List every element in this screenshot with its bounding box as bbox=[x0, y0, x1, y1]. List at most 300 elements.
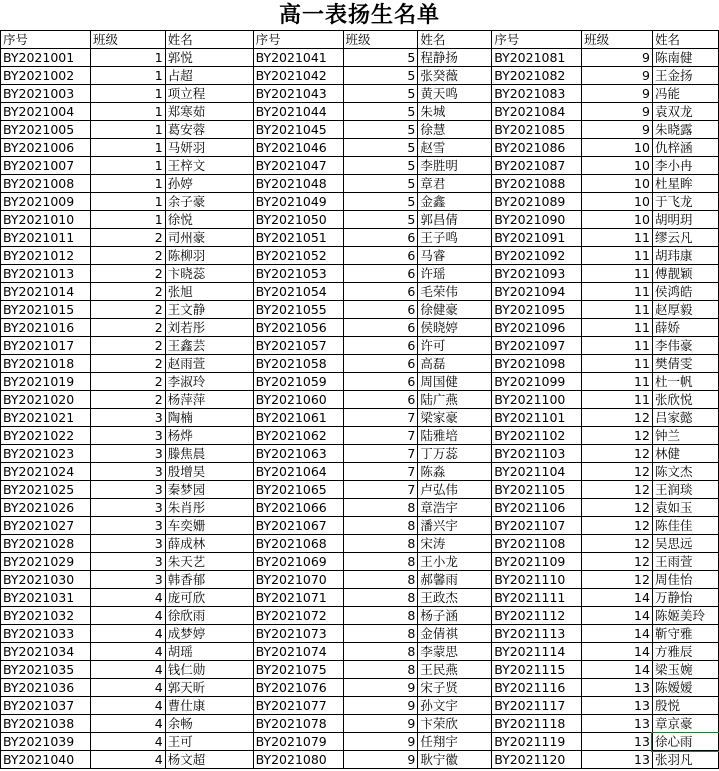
seq-cell[interactable]: BY2021063 bbox=[253, 445, 343, 463]
class-cell[interactable]: 3 bbox=[90, 427, 165, 445]
class-cell[interactable]: 12 bbox=[582, 517, 653, 535]
seq-cell[interactable]: BY2021041 bbox=[253, 49, 343, 67]
seq-cell[interactable]: BY2021034 bbox=[1, 643, 91, 661]
class-cell[interactable]: 4 bbox=[90, 625, 165, 643]
name-cell[interactable]: 王子鸣 bbox=[418, 229, 492, 247]
seq-cell[interactable]: BY2021011 bbox=[1, 229, 91, 247]
seq-cell[interactable]: BY2021020 bbox=[1, 391, 91, 409]
seq-cell[interactable]: BY2021079 bbox=[253, 733, 343, 751]
name-cell[interactable]: 陈柳羽 bbox=[165, 247, 253, 265]
class-cell[interactable]: 9 bbox=[343, 697, 418, 715]
seq-cell[interactable]: BY2021021 bbox=[1, 409, 91, 427]
name-cell[interactable]: 郭昌倩 bbox=[418, 211, 492, 229]
seq-cell[interactable]: BY2021062 bbox=[253, 427, 343, 445]
name-cell[interactable]: 陆雅培 bbox=[418, 427, 492, 445]
class-cell[interactable]: 1 bbox=[90, 139, 165, 157]
name-cell[interactable]: 徐欣雨 bbox=[165, 607, 253, 625]
class-cell[interactable]: 8 bbox=[343, 535, 418, 553]
class-cell[interactable]: 12 bbox=[582, 535, 653, 553]
seq-cell[interactable]: BY2021028 bbox=[1, 535, 91, 553]
seq-cell[interactable]: BY2021035 bbox=[1, 661, 91, 679]
name-cell[interactable]: 陈淼 bbox=[418, 463, 492, 481]
seq-cell[interactable]: BY2021001 bbox=[1, 49, 91, 67]
name-cell[interactable]: 杨烨 bbox=[165, 427, 253, 445]
class-cell[interactable]: 13 bbox=[582, 751, 653, 769]
name-cell[interactable]: 陈文杰 bbox=[652, 463, 718, 481]
seq-cell[interactable]: BY2021099 bbox=[492, 373, 582, 391]
name-cell[interactable]: 王文静 bbox=[165, 301, 253, 319]
class-cell[interactable]: 11 bbox=[582, 319, 653, 337]
class-cell[interactable]: 2 bbox=[90, 337, 165, 355]
seq-cell[interactable]: BY2021016 bbox=[1, 319, 91, 337]
seq-cell[interactable]: BY2021023 bbox=[1, 445, 91, 463]
class-cell[interactable]: 4 bbox=[90, 661, 165, 679]
name-cell[interactable]: 徐悦 bbox=[165, 211, 253, 229]
seq-cell[interactable]: BY2021018 bbox=[1, 355, 91, 373]
seq-cell[interactable]: BY2021056 bbox=[253, 319, 343, 337]
name-cell[interactable]: 靳守雅 bbox=[652, 625, 718, 643]
name-cell[interactable]: 孙文宇 bbox=[418, 697, 492, 715]
seq-cell[interactable]: BY2021058 bbox=[253, 355, 343, 373]
seq-cell[interactable]: BY2021080 bbox=[253, 751, 343, 769]
class-cell[interactable]: 3 bbox=[90, 517, 165, 535]
seq-cell[interactable]: BY2021087 bbox=[492, 157, 582, 175]
class-cell[interactable]: 7 bbox=[343, 481, 418, 499]
seq-cell[interactable]: BY2021105 bbox=[492, 481, 582, 499]
class-cell[interactable]: 11 bbox=[582, 229, 653, 247]
name-cell[interactable]: 陆广燕 bbox=[418, 391, 492, 409]
name-cell[interactable]: 张羽凡 bbox=[652, 751, 718, 769]
name-cell[interactable]: 袁双龙 bbox=[652, 103, 718, 121]
name-cell[interactable]: 赵雨萱 bbox=[165, 355, 253, 373]
class-cell[interactable]: 9 bbox=[343, 733, 418, 751]
seq-cell[interactable]: BY2021118 bbox=[492, 715, 582, 733]
name-cell[interactable]: 任翔宇 bbox=[418, 733, 492, 751]
name-cell[interactable]: 胡明玥 bbox=[652, 211, 718, 229]
name-cell[interactable]: 朱天艺 bbox=[165, 553, 253, 571]
name-cell[interactable]: 王鑫芸 bbox=[165, 337, 253, 355]
class-cell[interactable]: 3 bbox=[90, 571, 165, 589]
class-cell[interactable]: 3 bbox=[90, 463, 165, 481]
seq-cell[interactable]: BY2021033 bbox=[1, 625, 91, 643]
class-cell[interactable]: 14 bbox=[582, 589, 653, 607]
name-cell[interactable]: 王民燕 bbox=[418, 661, 492, 679]
class-cell[interactable]: 4 bbox=[90, 589, 165, 607]
name-cell[interactable]: 曹仕康 bbox=[165, 697, 253, 715]
name-cell[interactable]: 韩香郁 bbox=[165, 571, 253, 589]
class-cell[interactable]: 11 bbox=[582, 373, 653, 391]
class-cell[interactable]: 10 bbox=[582, 175, 653, 193]
class-cell[interactable]: 2 bbox=[90, 283, 165, 301]
class-cell[interactable]: 3 bbox=[90, 445, 165, 463]
class-cell[interactable]: 8 bbox=[343, 553, 418, 571]
class-cell[interactable]: 6 bbox=[343, 391, 418, 409]
class-cell[interactable]: 14 bbox=[582, 643, 653, 661]
class-cell[interactable]: 14 bbox=[582, 607, 653, 625]
name-cell[interactable]: 薛成林 bbox=[165, 535, 253, 553]
seq-cell[interactable]: BY2021002 bbox=[1, 67, 91, 85]
name-cell[interactable]: 袁如玉 bbox=[652, 499, 718, 517]
seq-cell[interactable]: BY2021119 bbox=[492, 733, 582, 751]
name-cell[interactable]: 李淑玲 bbox=[165, 373, 253, 391]
name-cell[interactable]: 章浩宇 bbox=[418, 499, 492, 517]
name-cell[interactable]: 马妍羽 bbox=[165, 139, 253, 157]
class-cell[interactable]: 6 bbox=[343, 283, 418, 301]
class-cell[interactable]: 11 bbox=[582, 355, 653, 373]
column-header[interactable]: 姓名 bbox=[652, 31, 718, 49]
class-cell[interactable]: 11 bbox=[582, 391, 653, 409]
seq-cell[interactable]: BY2021006 bbox=[1, 139, 91, 157]
name-cell[interactable]: 李胜明 bbox=[418, 157, 492, 175]
seq-cell[interactable]: BY2021104 bbox=[492, 463, 582, 481]
name-cell[interactable]: 卞荣欣 bbox=[418, 715, 492, 733]
name-cell[interactable]: 葛安蓉 bbox=[165, 121, 253, 139]
name-cell[interactable]: 冯能 bbox=[652, 85, 718, 103]
column-header[interactable]: 姓名 bbox=[418, 31, 492, 49]
class-cell[interactable]: 2 bbox=[90, 355, 165, 373]
name-cell[interactable]: 卞晓蕊 bbox=[165, 265, 253, 283]
class-cell[interactable]: 12 bbox=[582, 553, 653, 571]
name-cell[interactable]: 王梓文 bbox=[165, 157, 253, 175]
name-cell[interactable]: 梁家豪 bbox=[418, 409, 492, 427]
class-cell[interactable]: 5 bbox=[343, 67, 418, 85]
name-cell[interactable]: 丁万蕊 bbox=[418, 445, 492, 463]
seq-cell[interactable]: BY2021088 bbox=[492, 175, 582, 193]
class-cell[interactable]: 4 bbox=[90, 679, 165, 697]
seq-cell[interactable]: BY2021045 bbox=[253, 121, 343, 139]
seq-cell[interactable]: BY2021089 bbox=[492, 193, 582, 211]
name-cell[interactable]: 王雨萱 bbox=[652, 553, 718, 571]
name-cell[interactable]: 朱肖彤 bbox=[165, 499, 253, 517]
seq-cell[interactable]: BY2021004 bbox=[1, 103, 91, 121]
seq-cell[interactable]: BY2021092 bbox=[492, 247, 582, 265]
class-cell[interactable]: 2 bbox=[90, 265, 165, 283]
seq-cell[interactable]: BY2021044 bbox=[253, 103, 343, 121]
class-cell[interactable]: 5 bbox=[343, 211, 418, 229]
name-cell[interactable]: 周佳怡 bbox=[652, 571, 718, 589]
name-cell[interactable]: 郑寒茹 bbox=[165, 103, 253, 121]
class-cell[interactable]: 8 bbox=[343, 589, 418, 607]
name-cell[interactable]: 侯晓婷 bbox=[418, 319, 492, 337]
class-cell[interactable]: 6 bbox=[343, 247, 418, 265]
seq-cell[interactable]: BY2021038 bbox=[1, 715, 91, 733]
class-cell[interactable]: 2 bbox=[90, 319, 165, 337]
name-cell[interactable]: 王可 bbox=[165, 733, 253, 751]
name-cell[interactable]: 程静扬 bbox=[418, 49, 492, 67]
class-cell[interactable]: 13 bbox=[582, 715, 653, 733]
class-cell[interactable]: 6 bbox=[343, 319, 418, 337]
class-cell[interactable]: 11 bbox=[582, 265, 653, 283]
name-cell[interactable]: 万静怡 bbox=[652, 589, 718, 607]
seq-cell[interactable]: BY2021070 bbox=[253, 571, 343, 589]
seq-cell[interactable]: BY2021084 bbox=[492, 103, 582, 121]
class-cell[interactable]: 12 bbox=[582, 499, 653, 517]
name-cell[interactable]: 王金扬 bbox=[652, 67, 718, 85]
class-cell[interactable]: 13 bbox=[582, 679, 653, 697]
seq-cell[interactable]: BY2021022 bbox=[1, 427, 91, 445]
class-cell[interactable]: 1 bbox=[90, 175, 165, 193]
seq-cell[interactable]: BY2021017 bbox=[1, 337, 91, 355]
name-cell[interactable]: 李小冉 bbox=[652, 157, 718, 175]
class-cell[interactable]: 9 bbox=[582, 85, 653, 103]
class-cell[interactable]: 6 bbox=[343, 373, 418, 391]
class-cell[interactable]: 9 bbox=[582, 121, 653, 139]
seq-cell[interactable]: BY2021010 bbox=[1, 211, 91, 229]
name-cell[interactable]: 许可 bbox=[418, 337, 492, 355]
seq-cell[interactable]: BY2021078 bbox=[253, 715, 343, 733]
class-cell[interactable]: 7 bbox=[343, 463, 418, 481]
name-cell[interactable]: 李蒙思 bbox=[418, 643, 492, 661]
name-cell[interactable]: 樊倩雯 bbox=[652, 355, 718, 373]
name-cell[interactable]: 方雅辰 bbox=[652, 643, 718, 661]
seq-cell[interactable]: BY2021094 bbox=[492, 283, 582, 301]
class-cell[interactable]: 3 bbox=[90, 409, 165, 427]
name-cell[interactable]: 王小龙 bbox=[418, 553, 492, 571]
seq-cell[interactable]: BY2021047 bbox=[253, 157, 343, 175]
class-cell[interactable]: 1 bbox=[90, 211, 165, 229]
name-cell[interactable]: 徐健豪 bbox=[418, 301, 492, 319]
class-cell[interactable]: 2 bbox=[90, 301, 165, 319]
name-cell[interactable]: 胡瑶 bbox=[165, 643, 253, 661]
name-cell[interactable]: 胡玮康 bbox=[652, 247, 718, 265]
seq-cell[interactable]: BY2021086 bbox=[492, 139, 582, 157]
class-cell[interactable]: 5 bbox=[343, 49, 418, 67]
class-cell[interactable]: 12 bbox=[582, 409, 653, 427]
class-cell[interactable]: 3 bbox=[90, 499, 165, 517]
name-cell[interactable]: 王政杰 bbox=[418, 589, 492, 607]
name-cell[interactable]: 杜一帆 bbox=[652, 373, 718, 391]
class-cell[interactable]: 1 bbox=[90, 49, 165, 67]
seq-cell[interactable]: BY2021108 bbox=[492, 535, 582, 553]
name-cell[interactable]: 周国健 bbox=[418, 373, 492, 391]
seq-cell[interactable]: BY2021054 bbox=[253, 283, 343, 301]
seq-cell[interactable]: BY2021072 bbox=[253, 607, 343, 625]
name-cell[interactable]: 张癸薇 bbox=[418, 67, 492, 85]
seq-cell[interactable]: BY2021048 bbox=[253, 175, 343, 193]
name-cell[interactable]: 赵厚毅 bbox=[652, 301, 718, 319]
seq-cell[interactable]: BY2021090 bbox=[492, 211, 582, 229]
class-cell[interactable]: 4 bbox=[90, 733, 165, 751]
class-cell[interactable]: 1 bbox=[90, 121, 165, 139]
seq-cell[interactable]: BY2021007 bbox=[1, 157, 91, 175]
seq-cell[interactable]: BY2021043 bbox=[253, 85, 343, 103]
seq-cell[interactable]: BY2021098 bbox=[492, 355, 582, 373]
column-header[interactable]: 姓名 bbox=[165, 31, 253, 49]
class-cell[interactable]: 12 bbox=[582, 463, 653, 481]
class-cell[interactable]: 5 bbox=[343, 193, 418, 211]
name-cell[interactable]: 庞可欣 bbox=[165, 589, 253, 607]
seq-cell[interactable]: BY2021097 bbox=[492, 337, 582, 355]
column-header[interactable]: 班级 bbox=[90, 31, 165, 49]
name-cell[interactable]: 陈姬美玲 bbox=[652, 607, 718, 625]
column-header[interactable]: 班级 bbox=[582, 31, 653, 49]
name-cell[interactable]: 仇梓涵 bbox=[652, 139, 718, 157]
name-cell[interactable]: 杨文超 bbox=[165, 751, 253, 769]
name-cell[interactable]: 马睿 bbox=[418, 247, 492, 265]
class-cell[interactable]: 10 bbox=[582, 211, 653, 229]
seq-cell[interactable]: BY2021008 bbox=[1, 175, 91, 193]
name-cell[interactable]: 车奕姗 bbox=[165, 517, 253, 535]
seq-cell[interactable]: BY2021031 bbox=[1, 589, 91, 607]
class-cell[interactable]: 8 bbox=[343, 571, 418, 589]
name-cell[interactable]: 黄天鸣 bbox=[418, 85, 492, 103]
class-cell[interactable]: 1 bbox=[90, 157, 165, 175]
name-cell[interactable]: 金鑫 bbox=[418, 193, 492, 211]
seq-cell[interactable]: BY2021074 bbox=[253, 643, 343, 661]
seq-cell[interactable]: BY2021049 bbox=[253, 193, 343, 211]
seq-cell[interactable]: BY2021071 bbox=[253, 589, 343, 607]
name-cell[interactable]: 陈佳佳 bbox=[652, 517, 718, 535]
name-cell[interactable]: 薛娇 bbox=[652, 319, 718, 337]
name-cell[interactable]: 宋涛 bbox=[418, 535, 492, 553]
name-cell[interactable]: 刘若彤 bbox=[165, 319, 253, 337]
class-cell[interactable]: 10 bbox=[582, 139, 653, 157]
name-cell[interactable]: 吴思远 bbox=[652, 535, 718, 553]
seq-cell[interactable]: BY2021100 bbox=[492, 391, 582, 409]
class-cell[interactable]: 14 bbox=[582, 661, 653, 679]
class-cell[interactable]: 7 bbox=[343, 445, 418, 463]
seq-cell[interactable]: BY2021059 bbox=[253, 373, 343, 391]
class-cell[interactable]: 5 bbox=[343, 157, 418, 175]
name-cell[interactable]: 郭天昕 bbox=[165, 679, 253, 697]
seq-cell[interactable]: BY2021116 bbox=[492, 679, 582, 697]
seq-cell[interactable]: BY2021117 bbox=[492, 697, 582, 715]
name-cell[interactable]: 傅靓颖 bbox=[652, 265, 718, 283]
seq-cell[interactable]: BY2021053 bbox=[253, 265, 343, 283]
name-cell[interactable]: 潘兴宇 bbox=[418, 517, 492, 535]
class-cell[interactable]: 7 bbox=[343, 409, 418, 427]
class-cell[interactable]: 5 bbox=[343, 121, 418, 139]
name-cell[interactable]: 钱仁勋 bbox=[165, 661, 253, 679]
class-cell[interactable]: 12 bbox=[582, 571, 653, 589]
name-cell[interactable]: 侯鸿皓 bbox=[652, 283, 718, 301]
seq-cell[interactable]: BY2021111 bbox=[492, 589, 582, 607]
seq-cell[interactable]: BY2021064 bbox=[253, 463, 343, 481]
seq-cell[interactable]: BY2021013 bbox=[1, 265, 91, 283]
name-cell[interactable]: 许瑶 bbox=[418, 265, 492, 283]
class-cell[interactable]: 10 bbox=[582, 193, 653, 211]
name-cell[interactable]: 殷悦 bbox=[652, 697, 718, 715]
name-cell[interactable]: 孙婷 bbox=[165, 175, 253, 193]
class-cell[interactable]: 4 bbox=[90, 607, 165, 625]
seq-cell[interactable]: BY2021060 bbox=[253, 391, 343, 409]
name-cell[interactable]: 章君 bbox=[418, 175, 492, 193]
class-cell[interactable]: 5 bbox=[343, 103, 418, 121]
seq-cell[interactable]: BY2021073 bbox=[253, 625, 343, 643]
class-cell[interactable]: 6 bbox=[343, 355, 418, 373]
seq-cell[interactable]: BY2021036 bbox=[1, 679, 91, 697]
class-cell[interactable]: 1 bbox=[90, 67, 165, 85]
name-cell[interactable]: 郝馨雨 bbox=[418, 571, 492, 589]
class-cell[interactable]: 12 bbox=[582, 481, 653, 499]
seq-cell[interactable]: BY2021106 bbox=[492, 499, 582, 517]
class-cell[interactable]: 8 bbox=[343, 499, 418, 517]
seq-cell[interactable]: BY2021093 bbox=[492, 265, 582, 283]
name-cell[interactable]: 滕焦晨 bbox=[165, 445, 253, 463]
class-cell[interactable]: 13 bbox=[582, 697, 653, 715]
seq-cell[interactable]: BY2021025 bbox=[1, 481, 91, 499]
seq-cell[interactable]: BY2021075 bbox=[253, 661, 343, 679]
seq-cell[interactable]: BY2021083 bbox=[492, 85, 582, 103]
name-cell[interactable]: 钟兰 bbox=[652, 427, 718, 445]
class-cell[interactable]: 13 bbox=[582, 733, 653, 751]
class-cell[interactable]: 4 bbox=[90, 643, 165, 661]
class-cell[interactable]: 12 bbox=[582, 427, 653, 445]
class-cell[interactable]: 9 bbox=[343, 679, 418, 697]
class-cell[interactable]: 2 bbox=[90, 247, 165, 265]
seq-cell[interactable]: BY2021114 bbox=[492, 643, 582, 661]
class-cell[interactable]: 8 bbox=[343, 517, 418, 535]
class-cell[interactable]: 4 bbox=[90, 715, 165, 733]
name-cell[interactable]: 司州豪 bbox=[165, 229, 253, 247]
seq-cell[interactable]: BY2021057 bbox=[253, 337, 343, 355]
column-header[interactable]: 序号 bbox=[492, 31, 582, 49]
seq-cell[interactable]: BY2021050 bbox=[253, 211, 343, 229]
seq-cell[interactable]: BY2021096 bbox=[492, 319, 582, 337]
class-cell[interactable]: 1 bbox=[90, 193, 165, 211]
name-cell[interactable]: 宋子贤 bbox=[418, 679, 492, 697]
name-cell[interactable]: 朱城 bbox=[418, 103, 492, 121]
class-cell[interactable]: 9 bbox=[582, 103, 653, 121]
class-cell[interactable]: 11 bbox=[582, 247, 653, 265]
seq-cell[interactable]: BY2021026 bbox=[1, 499, 91, 517]
class-cell[interactable]: 11 bbox=[582, 301, 653, 319]
name-cell[interactable]: 章京豪 bbox=[652, 715, 718, 733]
class-cell[interactable]: 2 bbox=[90, 391, 165, 409]
seq-cell[interactable]: BY2021012 bbox=[1, 247, 91, 265]
class-cell[interactable]: 3 bbox=[90, 553, 165, 571]
seq-cell[interactable]: BY2021052 bbox=[253, 247, 343, 265]
seq-cell[interactable]: BY2021091 bbox=[492, 229, 582, 247]
class-cell[interactable]: 3 bbox=[90, 535, 165, 553]
name-cell[interactable]: 陈南健 bbox=[652, 49, 718, 67]
seq-cell[interactable]: BY2021037 bbox=[1, 697, 91, 715]
class-cell[interactable]: 6 bbox=[343, 265, 418, 283]
seq-cell[interactable]: BY2021003 bbox=[1, 85, 91, 103]
seq-cell[interactable]: BY2021112 bbox=[492, 607, 582, 625]
class-cell[interactable]: 5 bbox=[343, 175, 418, 193]
class-cell[interactable]: 8 bbox=[343, 643, 418, 661]
class-cell[interactable]: 8 bbox=[343, 607, 418, 625]
name-cell[interactable]: 吕家懿 bbox=[652, 409, 718, 427]
class-cell[interactable]: 5 bbox=[343, 139, 418, 157]
seq-cell[interactable]: BY2021110 bbox=[492, 571, 582, 589]
seq-cell[interactable]: BY2021107 bbox=[492, 517, 582, 535]
name-cell[interactable]: 金倩祺 bbox=[418, 625, 492, 643]
class-cell[interactable]: 14 bbox=[582, 625, 653, 643]
seq-cell[interactable]: BY2021120 bbox=[492, 751, 582, 769]
seq-cell[interactable]: BY2021046 bbox=[253, 139, 343, 157]
name-cell[interactable]: 高磊 bbox=[418, 355, 492, 373]
seq-cell[interactable]: BY2021040 bbox=[1, 751, 91, 769]
name-cell[interactable]: 徐心雨 bbox=[652, 733, 718, 751]
name-cell[interactable]: 徐慧 bbox=[418, 121, 492, 139]
seq-cell[interactable]: BY2021024 bbox=[1, 463, 91, 481]
name-cell[interactable]: 陈嫒嫒 bbox=[652, 679, 718, 697]
class-cell[interactable]: 5 bbox=[343, 85, 418, 103]
name-cell[interactable]: 张旭 bbox=[165, 283, 253, 301]
class-cell[interactable]: 10 bbox=[582, 157, 653, 175]
class-cell[interactable]: 4 bbox=[90, 697, 165, 715]
class-cell[interactable]: 7 bbox=[343, 427, 418, 445]
class-cell[interactable]: 2 bbox=[90, 229, 165, 247]
seq-cell[interactable]: BY2021095 bbox=[492, 301, 582, 319]
column-header[interactable]: 序号 bbox=[1, 31, 91, 49]
seq-cell[interactable]: BY2021067 bbox=[253, 517, 343, 535]
seq-cell[interactable]: BY2021115 bbox=[492, 661, 582, 679]
class-cell[interactable]: 6 bbox=[343, 229, 418, 247]
name-cell[interactable]: 李伟豪 bbox=[652, 337, 718, 355]
